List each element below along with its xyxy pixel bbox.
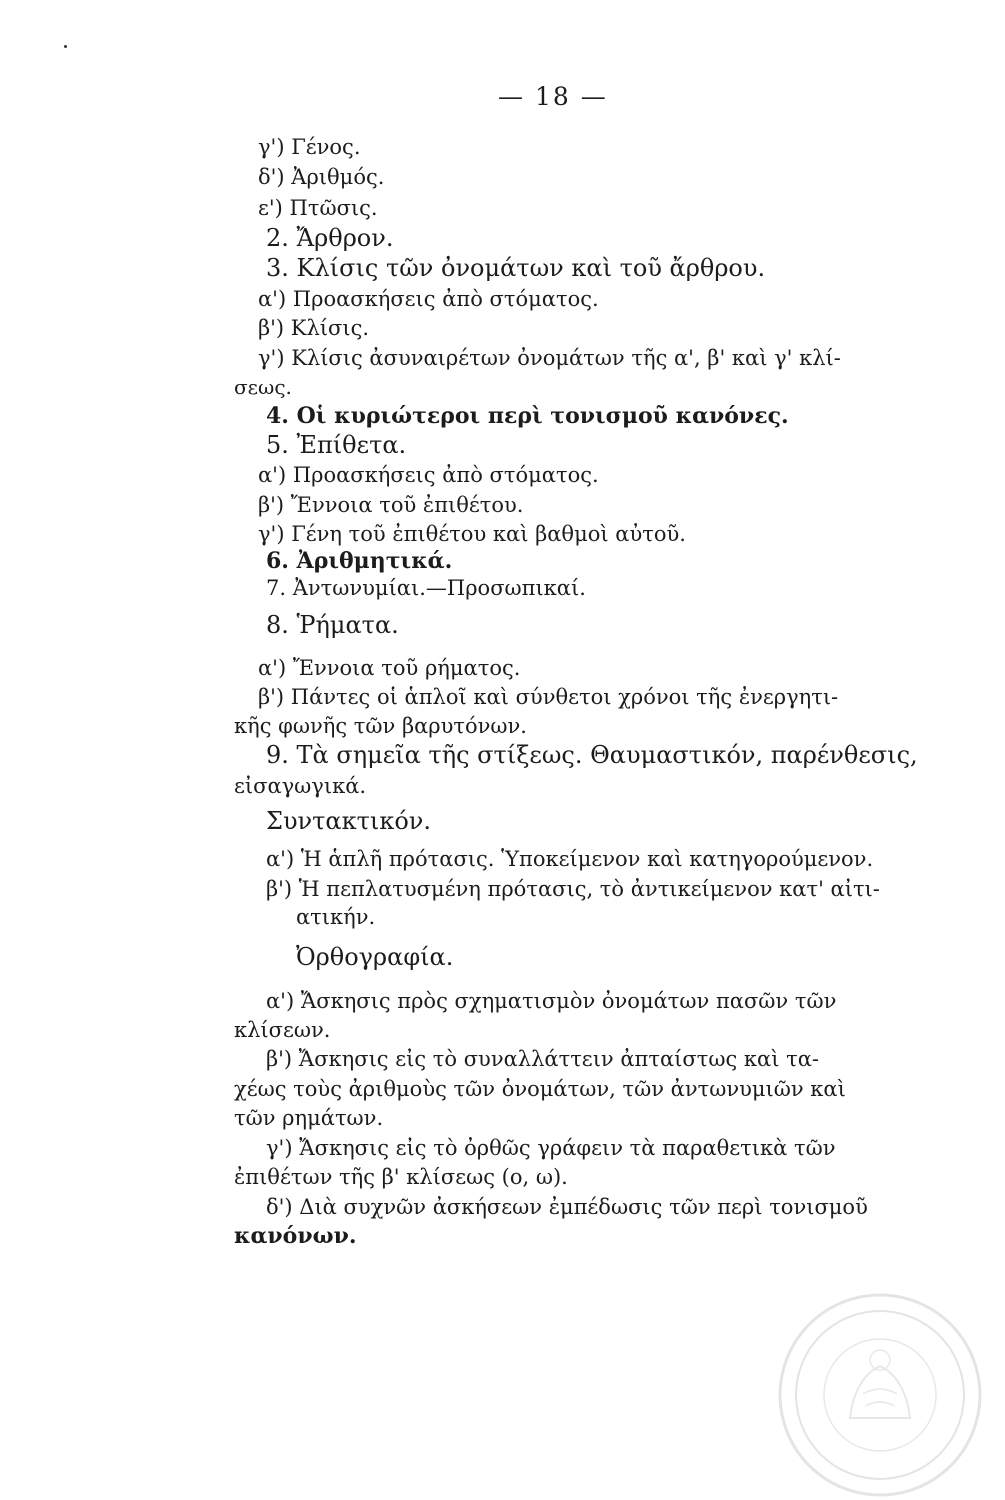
line-12: α') Προασκήσεις ἀπὸ στόματος. [258,463,599,487]
line-8: γ') Κλίσις ἀσυναιρέτων ὀνομάτων τῆς α', β' καὶ γ' κλί- [258,346,841,370]
line-36: κανόνων. [234,1223,357,1249]
line-19: β') Πάντες οἱ ἁπλοῖ καὶ σύνθετοι χρόνοι τῆς ἐνεργητι- [258,685,839,709]
line-6: α') Προασκήσεις ἀπὸ στόματος. [258,287,599,311]
line-3: ε') Πτῶσις. [258,196,378,220]
line-13: β') Ἔννοια τοῦ ἐπιθέτου. [258,493,524,517]
line-5: 3. Κλίσις τῶν ὀνομάτων καὶ τοῦ ἄρθρου. [266,254,766,282]
line-27: Ὀρθογραφία. [296,943,454,971]
library-seal-watermark [775,1290,985,1500]
line-17: 8. Ῥήματα. [266,611,399,639]
line-28: α') Ἄσκησις πρὸς σχηματισμὸν ὀνομάτων πασῶν τῶν [266,989,837,1013]
line-21: 9. Τὰ σημεῖα τῆς στίξεως. Θαυμαστικόν, παρένθεσις, [266,741,918,769]
line-23: Συντακτικόν. [266,807,431,835]
line-25: β') Ἡ πεπλατυσμένη πρότασις, τὸ ἀντικείμενον κατ' αἰτι- [266,877,880,901]
line-35: δ') Διὰ συχνῶν ἀσκήσεων ἐμπέδωσις τῶν περὶ τονισμοῦ [266,1195,868,1219]
line-15: 6. Ἀριθμητικά. [266,548,453,574]
line-2: δ') Ἀριθμός. [258,165,385,189]
line-22: εἰσαγωγικά. [234,774,367,798]
line-14: γ') Γένη τοῦ ἐπιθέτου καὶ βαθμοὶ αὐτοῦ. [258,522,686,546]
line-31: χέως τοὺς ἀριθμοὺς τῶν ὀνομάτων, τῶν ἀντωνυμιῶν καὶ [234,1077,846,1101]
line-9: σεως. [234,375,292,399]
line-32: τῶν ρημάτων. [234,1106,384,1130]
line-30: β') Ἄσκησις εἰς τὸ συναλλάττειν ἀπταίστως καὶ τα- [266,1047,820,1071]
page-number: — 18 — [498,82,608,111]
line-34: ἐπιθέτων τῆς β' κλίσεως (ο, ω). [234,1165,568,1189]
line-29: κλίσεων. [234,1018,331,1042]
line-20: κῆς φωνῆς τῶν βαρυτόνων. [234,714,527,738]
line-24: α') Ἡ ἁπλῆ πρότασις. Ὑποκείμενον καὶ κατηγορούμενον. [266,847,874,871]
line-33: γ') Ἄσκησις εἰς τὸ ὀρθῶς γράφειν τὰ παραθετικὰ τῶν [266,1136,836,1160]
line-16: 7. Ἀντωνυμίαι.—Προσωπικαί. [266,576,586,600]
line-11: 5. Ἐπίθετα. [266,431,407,459]
line-26: ατικήν. [296,905,376,929]
line-1: γ') Γένος. [258,135,361,159]
line-10: 4. Οἱ κυριώτεροι περὶ τονισμοῦ κανόνες. [266,403,789,429]
scan-speck [64,45,67,48]
line-7: β') Κλίσις. [258,316,370,340]
line-4: 2. Ἄρθρον. [266,224,394,252]
line-18: α') Ἔννοια τοῦ ρήματος. [258,656,521,680]
